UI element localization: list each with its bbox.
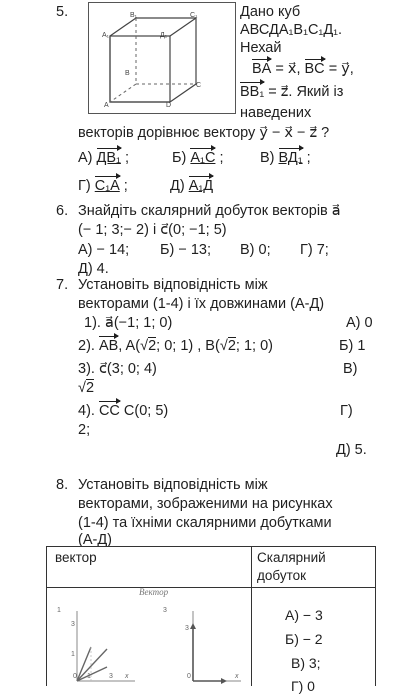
q5-option-a-letter: А)	[78, 150, 93, 166]
figure-label: 1	[71, 651, 75, 658]
scalar-answer-a[interactable]: А) − 3	[285, 607, 323, 623]
q6-option-a[interactable]: А) − 14;	[78, 242, 130, 258]
q5-option-v-letter: В)	[260, 150, 275, 166]
q5-option-g-vector: С₁А	[94, 178, 120, 194]
q7-answer-g-value: 2;	[78, 422, 91, 438]
q8-line4: (А-Д)	[78, 532, 112, 548]
table-divider	[251, 547, 252, 686]
table-header-scalar-2: добуток	[257, 568, 307, 583]
figure-label: x	[125, 673, 129, 680]
q7-item2-mid: , A(	[118, 338, 141, 354]
q5-option-b-letter: Б)	[172, 150, 187, 166]
q5-given-line5	[240, 84, 343, 100]
q5-option-g-letter: Г)	[78, 178, 91, 194]
cube-label-b1: B₁	[130, 12, 138, 19]
q6-option-b[interactable]: Б) − 13;	[160, 242, 212, 258]
cube-figure	[88, 2, 236, 114]
figure-label: 3	[71, 621, 75, 628]
q7-item1: 1). a⃗(−1; 1; 0)	[84, 315, 173, 331]
q7-answer-a: А) 0	[346, 315, 373, 331]
q6-option-g[interactable]: Г) 7;	[300, 242, 329, 258]
q7-item2-mid2: ; 0; 1) , B(	[156, 338, 220, 354]
q5-given-line2: АВСДА₁В₁С₁Д₁.	[240, 22, 343, 38]
q5-option-b-vector: А₁С	[190, 150, 216, 166]
q8-table	[46, 546, 376, 694]
q5-option-g[interactable]	[78, 178, 128, 194]
q6-number: 6.	[56, 203, 69, 219]
figure-label: 3	[163, 607, 167, 614]
q5-given-line6: наведених	[240, 105, 312, 121]
q7-line2: векторами (1-4) і їх довжинами (А-Д)	[78, 296, 325, 312]
vector-bb1: BB₁	[240, 84, 265, 100]
cube-label-c: C	[196, 82, 202, 89]
q5-option-b[interactable]	[172, 150, 224, 166]
q5-option-a[interactable]	[78, 150, 129, 166]
q7-item2-tail: ; 1; 0)	[235, 338, 273, 354]
q5-option-d-vector: А₁Д	[188, 178, 214, 194]
sqrt-sign	[220, 338, 236, 354]
q5-number: 5.	[56, 4, 69, 20]
q7-item2-root2: 2	[227, 338, 236, 354]
q7-line1: Установіть відповідність між	[78, 277, 268, 293]
scalar-answer-b[interactable]: Б) − 2	[285, 631, 323, 647]
q7-answer-v: В)	[343, 361, 358, 377]
cube-label-a: A	[104, 102, 109, 109]
q7-item2-root1: 2	[148, 338, 157, 354]
figure-label: 0	[73, 673, 77, 680]
q5-option-d-letter: Д)	[170, 178, 185, 194]
q6-option-d[interactable]: Д) 4.	[78, 261, 109, 277]
table-divider	[47, 587, 375, 588]
q5-option-d[interactable]	[170, 178, 213, 194]
q7-number: 7.	[56, 277, 69, 293]
q8-line3: (1-4) та їхніми скалярними добутками	[78, 515, 332, 531]
vector-bc: BC	[304, 61, 325, 77]
q7-answer-d: Д) 5.	[336, 442, 367, 458]
scalar-answer-g[interactable]: Г) 0	[291, 678, 315, 694]
figure-label: 3	[185, 625, 189, 632]
q5-option-a-tail: ;	[120, 150, 129, 166]
figure-label: 1	[57, 607, 61, 614]
q7-item4	[78, 403, 168, 419]
q7-item4-tail: C(0; 5)	[119, 403, 169, 419]
sqrt-sign	[78, 380, 94, 396]
vector-ab: AB	[98, 338, 119, 354]
q5-option-v-tail: ;	[302, 150, 311, 166]
q5-given-eq3: = z⃗. Який із	[264, 84, 344, 100]
q8-line1: Установіть відповідність між	[78, 477, 268, 493]
q7-answer-b: Б) 1	[339, 338, 366, 354]
q5-option-g-tail: ;	[119, 178, 128, 194]
q7-answer-v-root: 2	[86, 380, 95, 396]
table-header-vector: вектор	[55, 550, 97, 565]
q5-option-v[interactable]	[260, 150, 311, 166]
q8-number: 8.	[56, 477, 69, 493]
q7-item3: 3). c⃗(3; 0; 4)	[78, 361, 157, 377]
q6-line1: Знайдіть скалярний добуток векторів a⃗	[78, 203, 341, 219]
q7-answer-g: Г)	[340, 403, 353, 419]
cube-label-b: B	[125, 70, 130, 77]
figure-label: x	[235, 673, 239, 680]
q5-given-eq1: = x⃗,	[271, 61, 305, 77]
q7-answer-v-value	[78, 380, 94, 396]
figure-label: 1	[87, 673, 91, 680]
figure-label: 0	[187, 673, 191, 680]
cube-label-c1: C₁	[190, 12, 198, 19]
q5-question: векторів дорівнює вектору y⃗ − x⃗ − z⃗ ?	[78, 125, 330, 141]
q5-option-a-vector: ДВ₁	[96, 150, 121, 166]
table-header-scalar-1: Скалярний	[257, 550, 326, 565]
q5-option-b-tail: ;	[215, 150, 224, 166]
q8-line2: векторами, зображеними на рисунках	[78, 496, 333, 512]
q5-given-eq2: = y⃗,	[324, 61, 354, 77]
figure-title: Вектор	[139, 587, 169, 597]
vector-figures	[55, 597, 245, 687]
q5-given-line1: Дано куб	[240, 4, 301, 20]
vector-cc: CC	[98, 403, 120, 419]
cube-label-d1: Д₁	[160, 32, 168, 39]
q7-item2-prefix: 2).	[78, 338, 99, 354]
q7-item2	[78, 338, 273, 354]
scalar-answer-v[interactable]: В) 3;	[291, 655, 321, 671]
q6-option-v[interactable]: В) 0;	[240, 242, 271, 258]
sqrt-sign	[140, 338, 156, 354]
cube-label-d: D	[166, 102, 172, 109]
vector-ba: BA	[252, 61, 272, 77]
cube-label-a1: A₁	[102, 32, 110, 39]
q6-line2: (− 1; 3;− 2) і c⃗(0; −1; 5)	[78, 222, 227, 238]
figure-label: 3	[109, 673, 113, 680]
q5-given-line3: Нехай	[240, 40, 282, 56]
q7-item4-prefix: 4).	[78, 403, 99, 419]
q5-option-v-vector: ВД₁	[278, 150, 303, 166]
q5-given-line4	[252, 61, 354, 77]
